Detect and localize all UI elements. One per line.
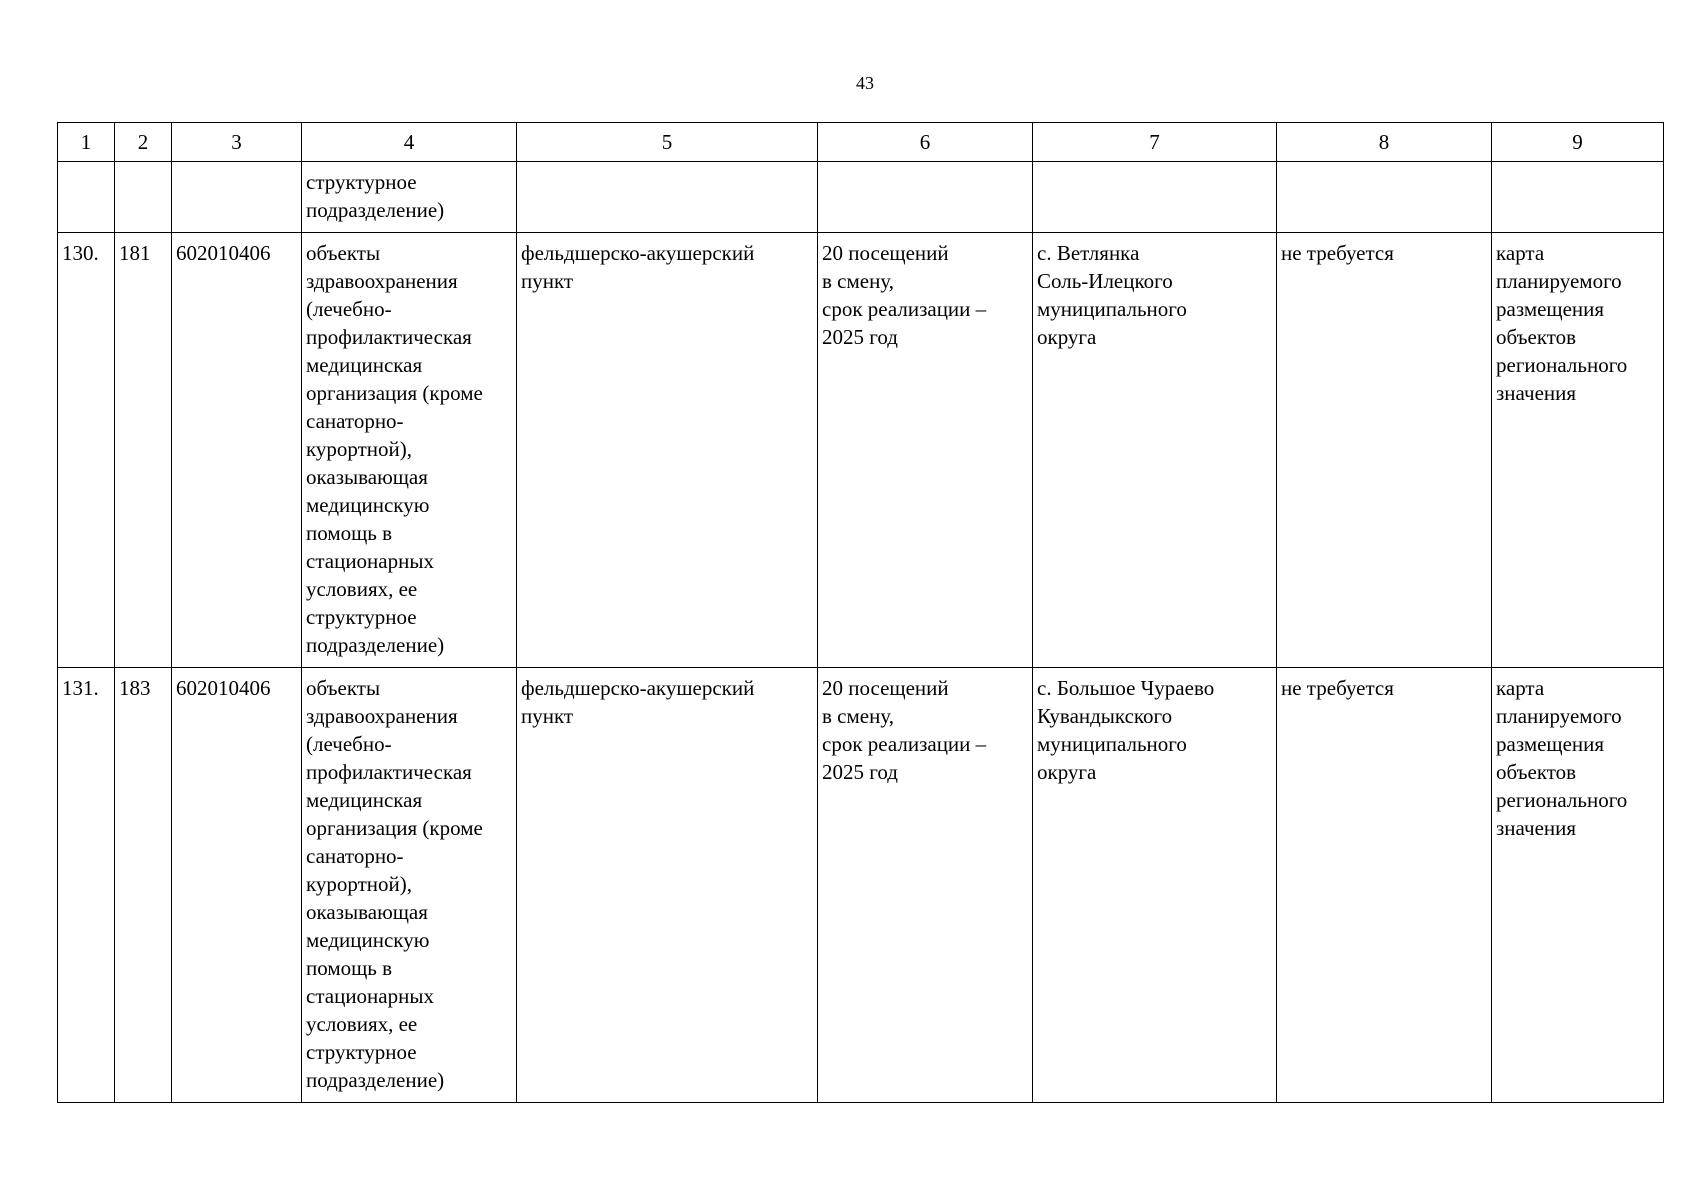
table-cell [58,162,115,233]
object-name-cell: фельдшерско-акушерский пункт [517,668,818,1103]
column-number: 6 [818,123,1033,162]
table-cell [517,162,818,233]
column-number: 4 [302,123,517,162]
table-cell: структурное подразделение) [302,162,517,233]
table-cell [818,162,1033,233]
object-id-cell: 183 [115,668,172,1103]
table-cell [1492,162,1664,233]
column-number: 2 [115,123,172,162]
table-row [58,668,1664,1103]
table-cell [172,162,302,233]
location-cell: с. Большое Чураево Кувандыкского муниципального округа [1033,668,1277,1103]
zone-cell: не требуется [1277,668,1492,1103]
location-cell: с. Ветлянка Соль-Илецкого муниципального округа [1033,233,1277,668]
column-number: 9 [1492,123,1664,162]
objects-table [57,122,1664,1103]
object-type-cell: объекты здравоохранения (лечебно- профилактическая медицинская организация (кроме санаторно- курортной), оказывающая медицинскую помощь в стационарных условиях, ее структурное подразделение) [302,668,517,1103]
table-row [58,233,1664,668]
characteristics-cell: 20 посещений в смену, срок реализации – 2025 год [818,668,1033,1103]
row-number-cell: 130. [58,233,115,668]
table-cell [1277,162,1492,233]
map-cell: карта планируемого размещения объектов регионального значения [1492,668,1664,1103]
object-id-cell: 181 [115,233,172,668]
column-number: 3 [172,123,302,162]
object-type-cell: объекты здравоохранения (лечебно- профилактическая медицинская организация (кроме санаторно- курортной), оказывающая медицинскую помощь в стационарных условиях, ее структурное подразделение) [302,233,517,668]
object-code-cell: 602010406 [172,233,302,668]
column-number: 1 [58,123,115,162]
table-cell [1033,162,1277,233]
continuation-row [58,162,1664,233]
characteristics-cell: 20 посещений в смену, срок реализации – 2025 год [818,233,1033,668]
column-number: 7 [1033,123,1277,162]
column-number-row [58,123,1664,162]
object-name-cell: фельдшерско-акушерский пункт [517,233,818,668]
object-code-cell: 602010406 [172,668,302,1103]
zone-cell: не требуется [1277,233,1492,668]
map-cell: карта планируемого размещения объектов регионального значения [1492,233,1664,668]
page-number: 43 [856,73,874,93]
table-cell [115,162,172,233]
column-number: 5 [517,123,818,162]
row-number-cell: 131. [58,668,115,1103]
column-number: 8 [1277,123,1492,162]
